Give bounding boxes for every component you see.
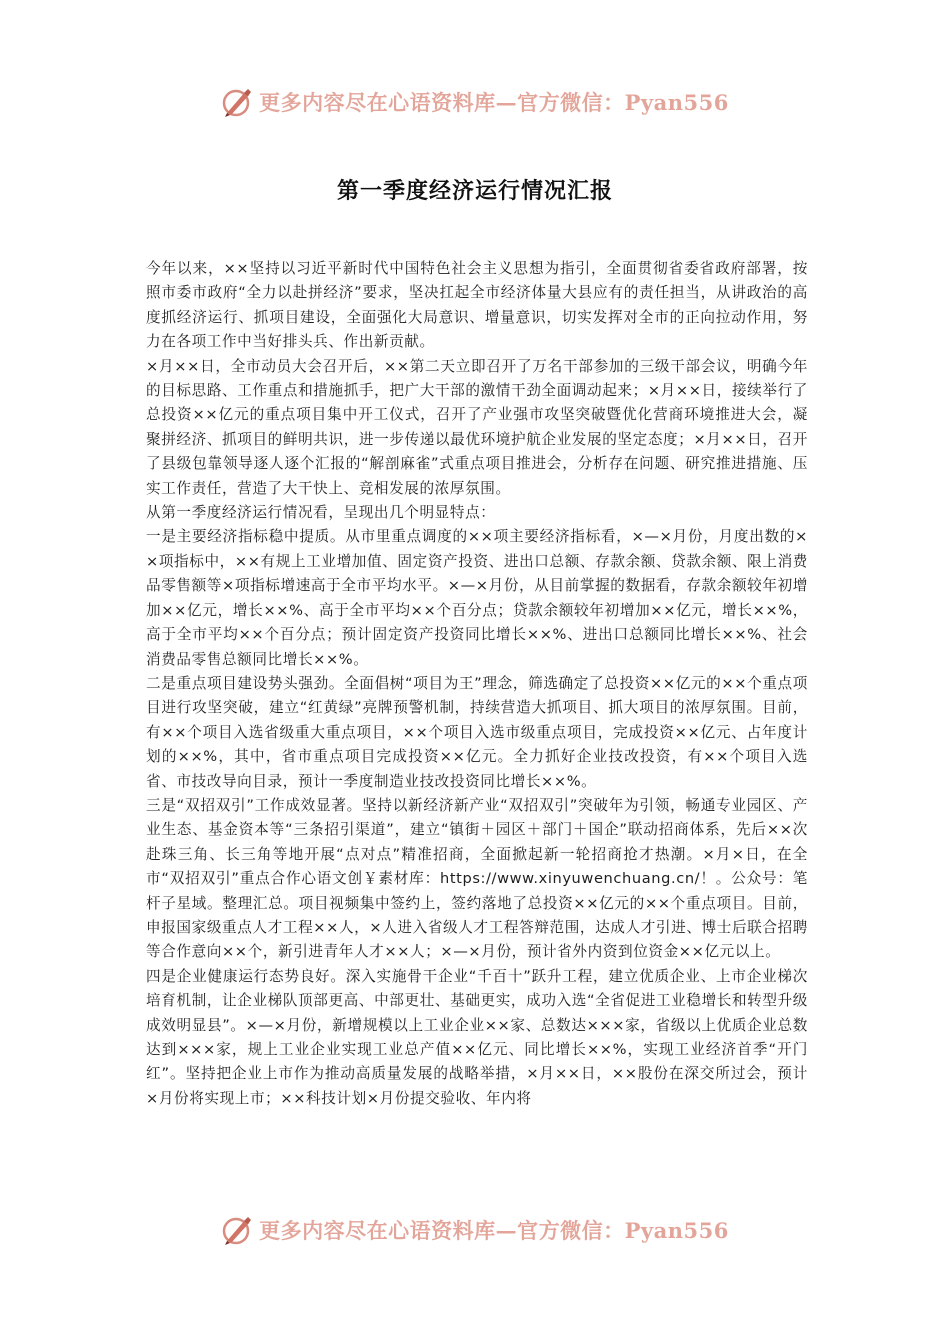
watermark-text: 更多内容尽在心语资料库—官方微信：Pyan556 [259,90,729,115]
document-title: 第一季度经济运行情况汇报 [336,179,613,204]
pen-logo-icon [221,1214,253,1246]
paragraph-point-1: 一是主要经济指标稳中提质。从市里重点调度的××项主要经济指标看，×—×月份，月度出数的××项指标中，××有规上工业增加值、固定资产投资、进出口总额、存款余额、贷款余额、限上消费品零售额等×项指标增速高于全市平均水平。×—×月份，从目前掌握的数据看，存款余额较年初增加××亿元，增长××%、高于全市平均××个百分点；贷款余额较年初增加××亿元，增长××%，高于全市平均××个百分点；预计固定资产投资同比增长××%、进出口总额同比增长××%、社会消费品零售总额同比增长××%。 [146,528,808,668]
document-body [146,257,808,1187]
paragraph-meetings: ×月××日，全市动员大会召开后，××第二天立即召开了万名干部参加的三级干部会议，明确今年的目标思路、工作重点和措施抓手，把广大干部的激情干劲全面调动起来；×月××日，接续举行了总投资××亿元的重点项目集中开工仪式，召开了产业强市攻坚突破暨优化营商环境推进大会，凝聚拼经济、抓项目的鲜明共识，进一步传递以最优环境护航企业发展的坚定态度；×月××日，召开了县级包靠领导逐人逐个汇报的“解剖麻雀”式重点项目推进会，分析存在问题、研究推进措施、压实工作责任，营造了大干快上、竞相发展的浓厚氛围。 [146,357,808,497]
footer-watermark-banner [0,1208,950,1252]
paragraph-summary-lead: 从第一季度经济运行情况看，呈现出几个明显特点： [146,504,496,522]
header-watermark-banner [0,80,950,124]
paragraph-intro: 今年以来，××坚持以习近平新时代中国特色社会主义思想为指引，全面贯彻省委省政府部署，按照市委市政府“全力以赴拼经济”要求，坚决扛起全市经济体量大县应有的责任担当，从讲政治的高度抓经济运行、抓项目建设，全面强化大局意识、增量意识，切实发挥对全市的正向拉动作用，努力在各项工作中当好排头兵、作出新贡献。 [146,260,808,351]
paragraph-point-4: 四是企业健康运行态势良好。深入实施骨干企业“千百十”跃升工程，建立优质企业、上市企业梯次培育机制，让企业梯队顶部更高、中部更壮、基础更实，成功入选“全省促进工业稳增长和转型升级成效明显县”。×—×月份，新增规模以上工业企业××家、总数达×××家，省级以上优质企业总数达到×××家，规上工业企业实现工业总产值××亿元、同比增长××%，实现工业经济首季“开门红”。坚持把企业上市作为推动高质量发展的战略举措，×月××日，××股份在深交所过会，预计×月份将实现上市；××科技计划×月份提交验收、年内将 [146,967,808,1107]
pen-logo-icon [221,86,253,118]
paragraph-point-3: 三是“双招双引”工作成效显著。坚持以新经济新产业“双招双引”突破年为引领，畅通专业园区、产业生态、基金资本等“三条招引渠道”，建立“镇街＋园区＋部门＋国企”联动招商体系，先后××次赴珠三角、长三角等地开展“点对点”精准招商，全面掀起新一轮招商抢才热潮。×月×日，在全市“双招双引”重点合作心语文创￥素材库：https://www.xinyuwenchuang.cn/！。公众号：笔杆子星域。整理汇总。项目视频集中签约上，签约落地了总投资××亿元的××个重点项目。目前，申报国家级重点人才工程××人，×人进入省级人才工程答辩范围，达成人才引进、博士后联合招聘等合作意向××个，新引进青年人才××人；×—×月份，预计省外内资到位资金××亿元以上。 [146,796,808,961]
paragraph-point-2: 二是重点项目建设势头强劲。全面倡树“项目为王”理念，筛选确定了总投资××亿元的××个重点项目进行攻坚突破，建立“红黄绿”亮牌预警机制，持续营造大抓项目、抓大项目的浓厚氛围。目前，有××个项目入选省级重大重点项目，××个项目入选市级重点项目，完成投资××亿元、占年度计划的××%，其中，省市重点项目完成投资××亿元。全力抓好企业技改投资，有××个项目入选省、市技改导向目录，预计一季度制造业技改投资同比增长××%。 [146,674,808,790]
watermark-text: 更多内容尽在心语资料库—官方微信：Pyan556 [259,1218,729,1243]
